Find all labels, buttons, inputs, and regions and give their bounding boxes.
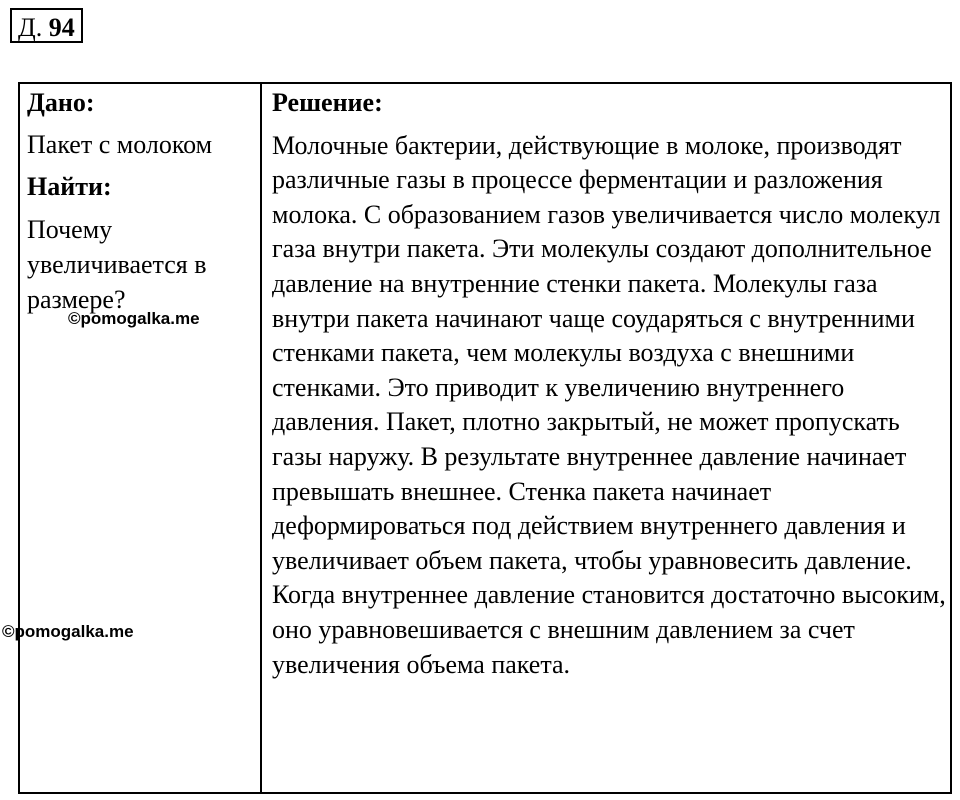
column-divider: [260, 82, 262, 794]
solution-text: Молочные бактерии, действующие в молоке, производят различные газы в процессе ферментации и разложения молока. С образованием газов увеличивается число молекул газа внутри пакета. Эти молекулы создают дополнительное давление на внутренние стенки пакета. Молекулы газа внутри пакета начинают чаще соударяться с внутренними стенками пакета, чем молекулы воздуха с внешними стенками. Это приводит к увеличению внутреннего давления. Пакет, плотно закрытый, не может пропускать газы наружу. В результате внутреннее давление начинает превышать внешнее. Стенка пакета начинает деформироваться под действием внутреннего давления и увеличивает объем пакета, чтобы уравновесить давление. Когда внутреннее давление становится достаточно высоким, оно уравновешивается с внешним давлением за счет увеличения объема пакета.: [272, 130, 946, 679]
find-header: Найти:: [27, 172, 112, 201]
watermark-bottom: ©pomogalka.me: [2, 622, 134, 641]
solution-header: Решение:: [272, 88, 383, 117]
problem-number-badge: [10, 8, 83, 43]
find-text: Почему увеличивается в размере?: [27, 215, 207, 314]
problem-number: 94: [48, 13, 75, 42]
watermark-top: ©pomogalka.me: [68, 309, 200, 328]
given-text: Пакет с молоком: [27, 130, 213, 159]
given-header: Дано:: [27, 88, 95, 117]
problem-prefix: Д.: [18, 13, 43, 42]
given-column: [27, 86, 257, 317]
solution-column: [272, 86, 948, 682]
